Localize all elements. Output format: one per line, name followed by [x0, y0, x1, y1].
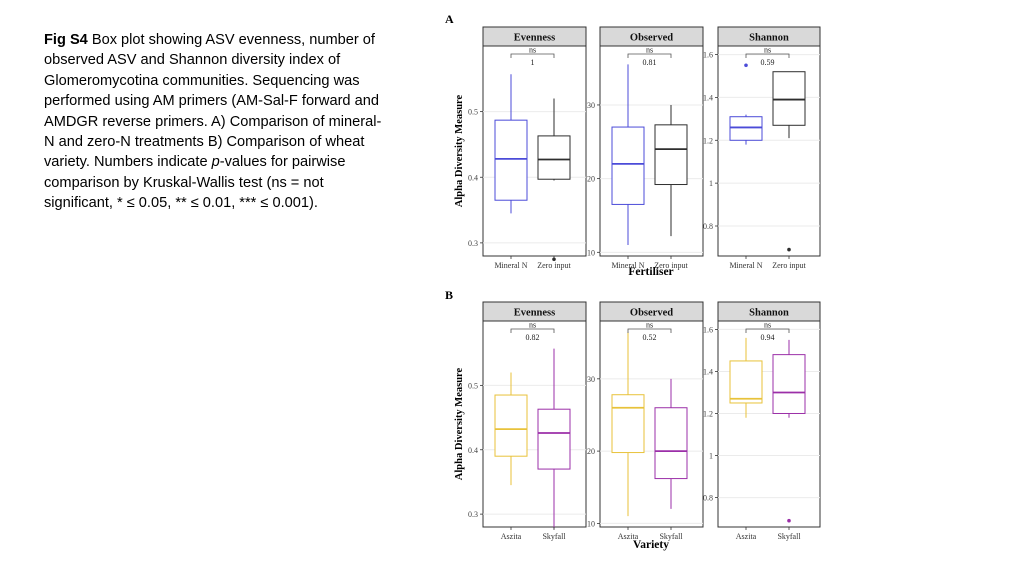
p-value-label: 0.81: [642, 58, 657, 67]
significance-label: ns: [645, 320, 654, 330]
facet-title: Shannon: [749, 32, 789, 44]
x-tick-label: Skyfall: [659, 532, 683, 541]
significance-label: ns: [645, 45, 654, 55]
box-iqr: [773, 72, 805, 126]
y-tick-label: 30: [587, 374, 595, 384]
x-tick-label: Mineral N: [494, 261, 528, 270]
facet-title: Observed: [629, 307, 674, 319]
y-tick-label: 20: [587, 174, 595, 184]
significance-label: ns: [528, 45, 537, 55]
caption-fig-label: Fig S4: [44, 32, 88, 48]
box-outlier: [787, 248, 791, 252]
caption-text-2: -values for pairwise comparison by Kruskal-Wallis test (ns = not significant, * ≤ 0.05, ** ≤ 0.01, *** ≤ 0.001).: [44, 154, 346, 212]
x-tick-label: Mineral N: [729, 261, 763, 270]
box-iqr: [538, 409, 570, 469]
x-axis-label: Fertiliser: [628, 266, 674, 278]
y-tick-label: 20: [587, 447, 595, 457]
y-tick-label: 1: [709, 451, 713, 461]
p-value-label: 0.94: [760, 333, 775, 342]
panel-label: A: [445, 12, 454, 26]
y-tick-label: 0.5: [468, 107, 478, 117]
p-value-label: 0.82: [525, 333, 540, 342]
facet-title: Shannon: [749, 307, 789, 319]
y-tick-label: 1: [709, 179, 713, 189]
x-tick-label: Skyfall: [542, 532, 566, 541]
y-tick-label: 0.4: [468, 445, 478, 455]
box-iqr: [655, 125, 687, 185]
y-axis-label: Alpha Diversity Measure: [454, 367, 465, 481]
y-tick-label: 0.3: [468, 238, 478, 248]
x-axis-label: Variety: [633, 539, 669, 551]
box-iqr: [655, 408, 687, 479]
y-tick-label: 1.6: [703, 325, 713, 335]
p-value-label: 0.59: [760, 58, 775, 67]
x-tick-label: Zero input: [654, 261, 688, 270]
x-tick-label: Zero input: [772, 261, 806, 270]
facet-title: Observed: [629, 32, 674, 44]
y-tick-label: 0.8: [703, 222, 713, 231]
y-tick-label: 0.4: [468, 173, 478, 183]
box-iqr: [612, 127, 644, 204]
box-iqr: [495, 395, 527, 456]
facet-title: Evenness: [513, 32, 556, 44]
box-iqr: [495, 120, 527, 200]
x-tick-label: Zero input: [537, 261, 571, 270]
x-tick-label: Skyfall: [777, 532, 801, 541]
box-iqr: [730, 117, 762, 141]
box-iqr: [730, 361, 762, 403]
y-tick-label: 1.2: [703, 136, 713, 146]
box-iqr: [538, 136, 570, 179]
x-tick-label: Aszita: [617, 532, 639, 541]
y-tick-label: 1.4: [703, 367, 713, 377]
p-value-label: 0.52: [642, 333, 657, 342]
caption-text-1: Box plot showing ASV evenness, number of observed ASV and Shannon diversity index of Glomeromycotina communities. Sequencing was performed using AM primers (AM-Sal-F forward and AMDGR reverse primers. A) Comparison of mineral-N and zero-N treatments B) Comparison of wheat variety. Numbers indicate: [44, 32, 382, 171]
y-tick-label: 1.2: [703, 409, 713, 419]
y-axis-label: Alpha Diversity Measure: [454, 94, 465, 208]
significance-label: ns: [528, 320, 537, 330]
y-tick-label: 1.4: [703, 93, 713, 103]
box-outlier: [787, 519, 791, 523]
y-tick-label: 10: [587, 248, 595, 258]
y-tick-label: 0.3: [468, 510, 478, 520]
y-tick-label: 0.5: [468, 381, 478, 391]
panel-label: B: [445, 288, 454, 302]
y-tick-label: 10: [587, 519, 595, 529]
caption-p-italic: p: [211, 154, 220, 171]
significance-label: ns: [763, 320, 772, 330]
x-tick-label: Aszita: [500, 532, 522, 541]
box-iqr: [773, 355, 805, 414]
y-tick-label: 0.8: [703, 493, 713, 503]
x-tick-label: Aszita: [735, 532, 757, 541]
x-tick-label: Mineral N: [611, 261, 645, 270]
box-outlier: [744, 63, 748, 67]
p-value-label: 1: [530, 58, 535, 67]
y-tick-label: 30: [587, 100, 595, 110]
y-tick-label: 1.6: [703, 50, 713, 60]
facet-plot-area: [718, 321, 820, 527]
significance-label: ns: [763, 45, 772, 55]
box-iqr: [612, 395, 644, 453]
facet-title: Evenness: [513, 307, 556, 319]
